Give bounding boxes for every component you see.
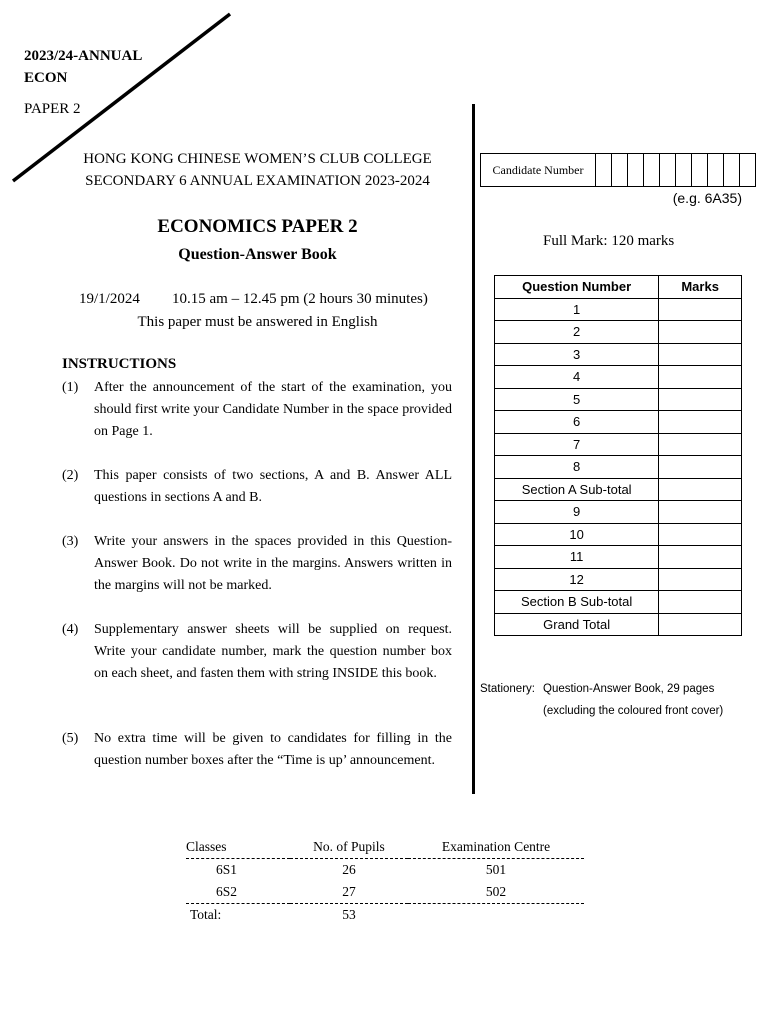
question-cell: 10 [495, 523, 659, 546]
marks-cell[interactable] [659, 591, 742, 614]
table-row [495, 343, 742, 366]
total-row [186, 904, 584, 927]
instruction-number: (4) [62, 622, 79, 637]
corner-year: 2023/24-ANNUAL [24, 48, 143, 64]
marks-cell[interactable] [659, 546, 742, 569]
paper-title: ECONOMICS PAPER 2 [157, 216, 358, 237]
total-count: 53 [342, 907, 356, 922]
candidate-digit-box[interactable] [612, 154, 628, 187]
question-cell: 6 [495, 411, 659, 434]
marks-cell[interactable] [659, 388, 742, 411]
marks-cell[interactable] [659, 343, 742, 366]
question-cell: 3 [495, 343, 659, 366]
full-mark: Full Mark: 120 marks [543, 233, 675, 249]
vertical-divider [472, 104, 475, 794]
pupils-table [186, 836, 584, 926]
column-header: Classes [186, 839, 227, 854]
candidate-digit-box[interactable] [660, 154, 676, 187]
exam-name: SECONDARY 6 ANNUAL EXAMINATION 2023-2024 [85, 173, 430, 189]
language-note: This paper must be answered in English [137, 314, 378, 330]
question-cell: 2 [495, 321, 659, 344]
marks-cell[interactable] [659, 321, 742, 344]
table-row [495, 433, 742, 456]
table-row [495, 546, 742, 569]
exam-time: 10.15 am – 12.45 pm (2 hours 30 minutes) [172, 291, 428, 307]
instruction-number: (5) [62, 731, 79, 746]
question-cell: 11 [495, 546, 659, 569]
instructions-heading: INSTRUCTIONS [62, 356, 177, 372]
table-row [495, 298, 742, 321]
instruction-number: (2) [62, 468, 79, 483]
stationery-label: Stationery: [480, 683, 535, 695]
marks-table [494, 275, 742, 636]
question-cell: Section A Sub-total [495, 478, 659, 501]
table-row [495, 388, 742, 411]
table-row [495, 321, 742, 344]
marks-cell[interactable] [659, 456, 742, 479]
marks-cell[interactable] [659, 501, 742, 524]
table-row [495, 591, 742, 614]
instruction-item [62, 619, 452, 685]
candidate-digit-box[interactable] [740, 154, 756, 187]
column-header: Question Number [495, 276, 659, 299]
table-row [495, 613, 742, 636]
instruction-item [62, 465, 452, 509]
marks-table-header [495, 276, 742, 299]
candidate-number-label: Candidate Number [481, 154, 596, 187]
paper-subtitle: Question-Answer Book [178, 246, 337, 263]
table-row [495, 568, 742, 591]
question-cell: 12 [495, 568, 659, 591]
column-header: No. of Pupils [313, 839, 385, 854]
column-header: Marks [659, 276, 742, 299]
marks-cell[interactable] [659, 478, 742, 501]
table-row [495, 456, 742, 479]
instruction-item [62, 377, 452, 443]
instruction-item [62, 728, 452, 772]
class-cell: 6S2 [216, 884, 238, 899]
question-cell: Grand Total [495, 613, 659, 636]
marks-cell[interactable] [659, 568, 742, 591]
marks-cell[interactable] [659, 366, 742, 389]
total-label: Total: [190, 907, 222, 922]
marks-cell[interactable] [659, 613, 742, 636]
column-header: Examination Centre [441, 839, 551, 854]
question-cell: 1 [495, 298, 659, 321]
candidate-digit-box[interactable] [596, 154, 612, 187]
instruction-item [62, 531, 452, 597]
marks-cell[interactable] [659, 298, 742, 321]
count-cell: 26 [342, 862, 356, 877]
class-cell: 6S1 [216, 862, 238, 877]
table-row [186, 859, 584, 882]
instruction-text: Supplementary answer sheets will be supplied on request. Write your candidate number, mark the question number box on each sheet, and fasten them with string INSIDE this book. [94, 622, 452, 681]
candidate-digit-box[interactable] [692, 154, 708, 187]
table-row [495, 411, 742, 434]
instruction-text: No extra time will be given to candidates for filling in the question number boxes after the “Time is up’ announcement. [94, 731, 452, 768]
centre-cell: 501 [485, 862, 507, 877]
question-cell: 8 [495, 456, 659, 479]
stationery-line1: Question-Answer Book, 29 pages [543, 683, 715, 695]
candidate-digit-box[interactable] [676, 154, 692, 187]
candidate-digit-box[interactable] [724, 154, 740, 187]
instruction-number: (3) [62, 534, 79, 549]
exam-date: 19/1/2024 [79, 291, 140, 307]
candidate-digit-box[interactable] [628, 154, 644, 187]
table-row [186, 881, 584, 904]
count-cell: 27 [342, 884, 356, 899]
stationery-line2: (excluding the coloured front cover) [543, 705, 724, 717]
candidate-digit-box[interactable] [708, 154, 724, 187]
marks-cell[interactable] [659, 523, 742, 546]
candidate-number-box [480, 153, 756, 187]
corner-subject: ECON [24, 70, 68, 86]
marks-cell[interactable] [659, 411, 742, 434]
question-cell: 9 [495, 501, 659, 524]
instruction-number: (1) [62, 380, 79, 395]
question-cell: 4 [495, 366, 659, 389]
question-cell: Section B Sub-total [495, 591, 659, 614]
instruction-text: This paper consists of two sections, A and B. Answer ALL questions in sections A and B. [94, 468, 452, 505]
corner-paper: PAPER 2 [24, 101, 81, 117]
table-row [495, 478, 742, 501]
question-cell: 7 [495, 433, 659, 456]
table-row [495, 501, 742, 524]
school-name: HONG KONG CHINESE WOMEN’S CLUB COLLEGE [83, 151, 432, 167]
centre-cell: 502 [485, 884, 507, 899]
question-cell: 5 [495, 388, 659, 411]
marks-cell[interactable] [659, 433, 742, 456]
pupils-table-header [186, 836, 584, 859]
table-row [495, 523, 742, 546]
table-row [495, 366, 742, 389]
instruction-text: Write your answers in the spaces provided in this Question-Answer Book. Do not write in the margins. Answers written in the margins will not be marked. [94, 534, 452, 593]
instruction-text: After the announcement of the start of the examination, you should first write your Candidate Number in the space provided on Page 1. [94, 380, 452, 439]
candidate-example: (e.g. 6A35) [672, 190, 742, 206]
candidate-digit-box[interactable] [644, 154, 660, 187]
